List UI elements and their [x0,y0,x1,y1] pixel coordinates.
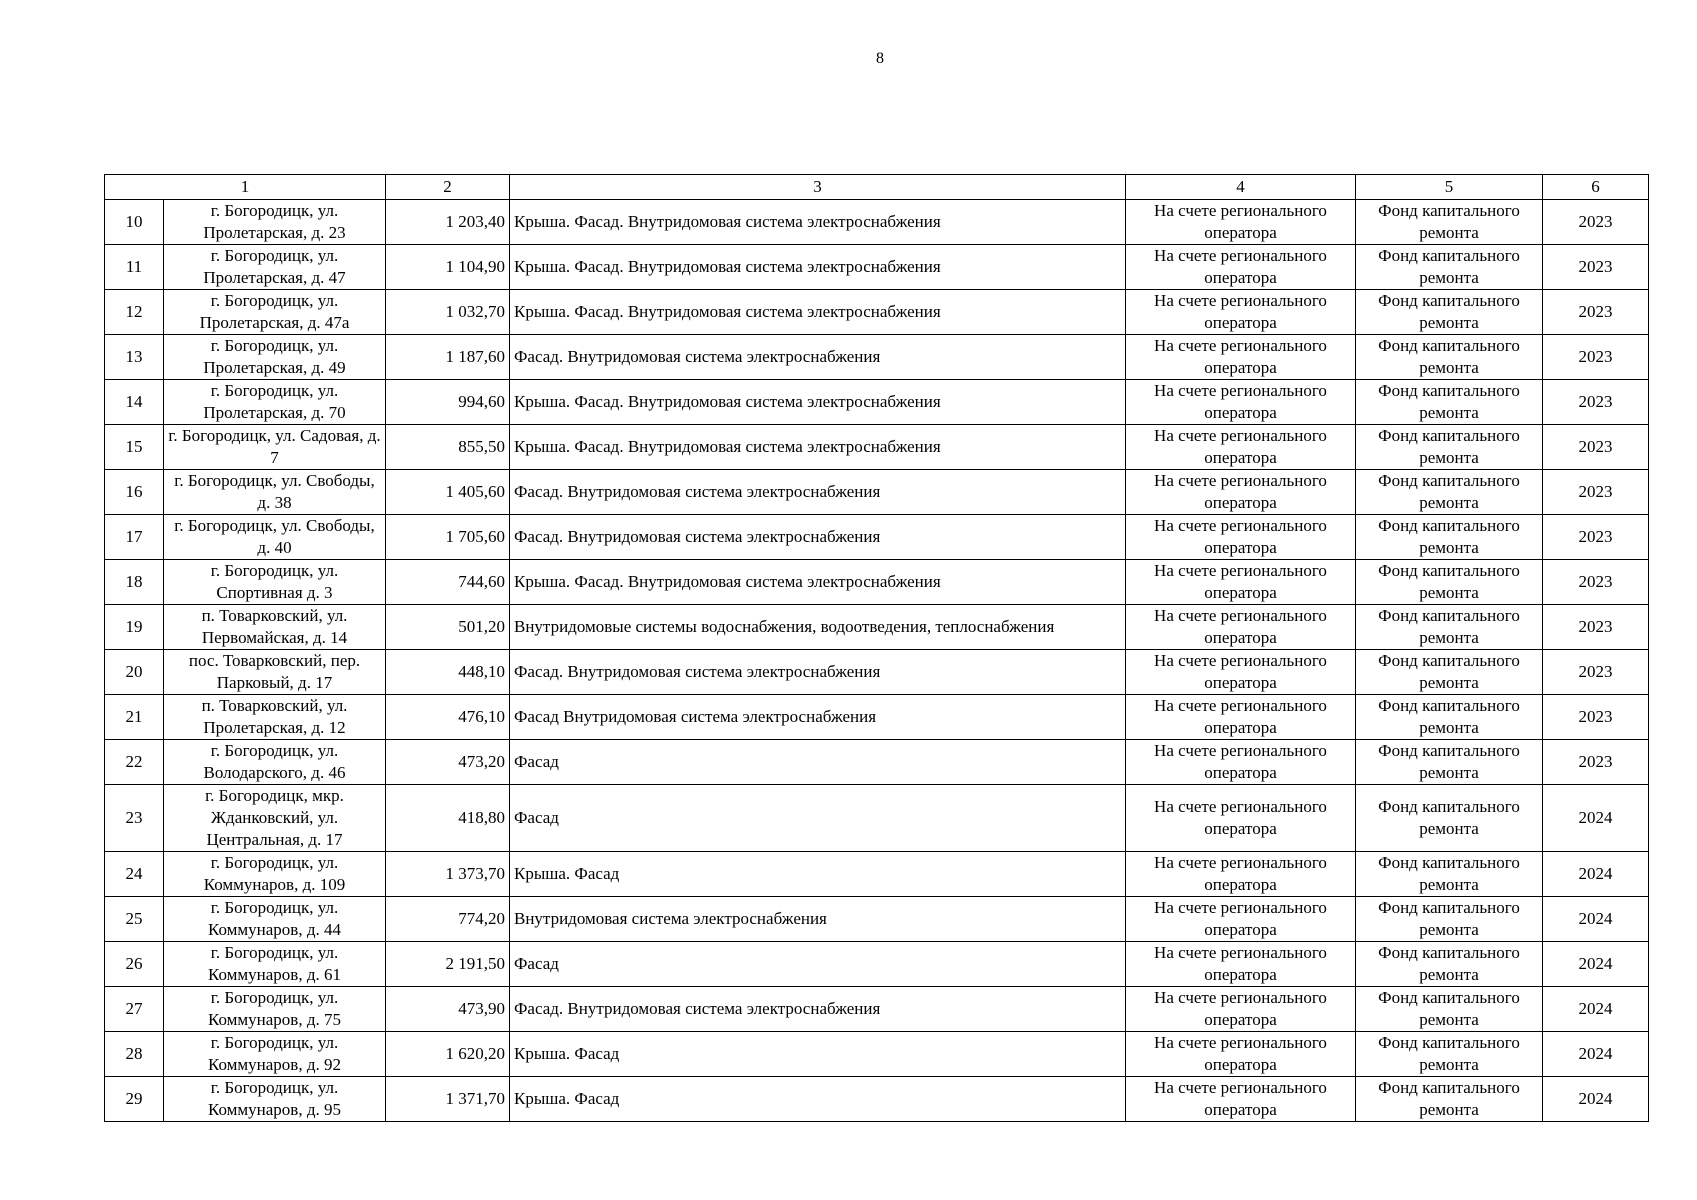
area-cell: 1 620,20 [386,1032,510,1077]
account-cell: На счете регионального оператора [1126,290,1356,335]
year-cell: 2023 [1543,560,1649,605]
works-cell: Фасад [510,785,1126,852]
funding-source-cell: Фонд капитального ремонта [1356,605,1543,650]
funding-source-cell: Фонд капитального ремонта [1356,1077,1543,1122]
works-cell: Крыша. Фасад. Внутридомовая система электроснабжения [510,425,1126,470]
header-cell: 2 [386,175,510,200]
row-number: 21 [105,695,164,740]
account-cell: На счете регионального оператора [1126,560,1356,605]
works-cell: Фасад Внутридомовая система электроснабжения [510,695,1126,740]
year-cell: 2023 [1543,245,1649,290]
address-cell: г. Богородицк, ул. Свободы, д. 40 [164,515,386,560]
account-cell: На счете регионального оператора [1126,650,1356,695]
funding-source-cell: Фонд капитального ремонта [1356,897,1543,942]
table-row [105,695,1649,740]
table-row [105,942,1649,987]
table-body [105,175,1649,1122]
year-cell: 2023 [1543,740,1649,785]
works-cell: Фасад [510,942,1126,987]
year-cell: 2023 [1543,515,1649,560]
address-cell: п. Товарковский, ул. Пролетарская, д. 12 [164,695,386,740]
table-header-row [105,175,1649,200]
account-cell: На счете регионального оператора [1126,1032,1356,1077]
table-row [105,852,1649,897]
year-cell: 2024 [1543,1077,1649,1122]
area-cell: 476,10 [386,695,510,740]
header-cell: 5 [1356,175,1543,200]
area-cell: 501,20 [386,605,510,650]
account-cell: На счете регионального оператора [1126,1077,1356,1122]
address-cell: г. Богородицк, ул. Свободы, д. 38 [164,470,386,515]
address-cell: г. Богородицк, ул. Коммунаров, д. 95 [164,1077,386,1122]
table-row [105,470,1649,515]
works-cell: Крыша. Фасад [510,852,1126,897]
row-number: 14 [105,380,164,425]
year-cell: 2023 [1543,470,1649,515]
funding-source-cell: Фонд капитального ремонта [1356,290,1543,335]
address-cell: п. Товарковский, ул. Первомайская, д. 14 [164,605,386,650]
account-cell: На счете регионального оператора [1126,425,1356,470]
address-cell: г. Богородицк, мкр. Жданковский, ул. Центральная, д. 17 [164,785,386,852]
funding-source-cell: Фонд капитального ремонта [1356,200,1543,245]
works-cell: Фасад [510,740,1126,785]
table-row [105,987,1649,1032]
table-row [105,740,1649,785]
works-cell: Крыша. Фасад [510,1032,1126,1077]
address-cell: г. Богородицк, ул. Коммунаров, д. 92 [164,1032,386,1077]
account-cell: На счете регионального оператора [1126,987,1356,1032]
row-number: 17 [105,515,164,560]
table-row [105,650,1649,695]
row-number: 28 [105,1032,164,1077]
table-row [105,335,1649,380]
funding-source-cell: Фонд капитального ремонта [1356,380,1543,425]
capital-repair-table [104,174,1649,1122]
works-cell: Фасад. Внутридомовая система электроснабжения [510,650,1126,695]
area-cell: 473,20 [386,740,510,785]
account-cell: На счете регионального оператора [1126,200,1356,245]
funding-source-cell: Фонд капитального ремонта [1356,560,1543,605]
year-cell: 2023 [1543,290,1649,335]
table-row [105,897,1649,942]
funding-source-cell: Фонд капитального ремонта [1356,740,1543,785]
works-cell: Внутридомовые системы водоснабжения, водоотведения, теплоснабжения [510,605,1126,650]
area-cell: 418,80 [386,785,510,852]
area-cell: 994,60 [386,380,510,425]
works-cell: Крыша. Фасад [510,1077,1126,1122]
area-cell: 1 187,60 [386,335,510,380]
works-cell: Фасад. Внутридомовая система электроснабжения [510,335,1126,380]
area-cell: 473,90 [386,987,510,1032]
account-cell: На счете регионального оператора [1126,695,1356,740]
year-cell: 2023 [1543,380,1649,425]
area-cell: 448,10 [386,650,510,695]
funding-source-cell: Фонд капитального ремонта [1356,515,1543,560]
address-cell: г. Богородицк, ул. Садовая, д. 7 [164,425,386,470]
year-cell: 2024 [1543,1032,1649,1077]
row-number: 20 [105,650,164,695]
address-cell: г. Богородицк, ул. Пролетарская, д. 47 [164,245,386,290]
row-number: 22 [105,740,164,785]
works-cell: Крыша. Фасад. Внутридомовая система электроснабжения [510,380,1126,425]
works-cell: Фасад. Внутридомовая система электроснабжения [510,987,1126,1032]
header-cell: 3 [510,175,1126,200]
area-cell: 1 203,40 [386,200,510,245]
area-cell: 1 405,60 [386,470,510,515]
header-cell: 1 [105,175,386,200]
account-cell: На счете регионального оператора [1126,380,1356,425]
account-cell: На счете регионального оператора [1126,605,1356,650]
header-cell: 6 [1543,175,1649,200]
table-row [105,1077,1649,1122]
funding-source-cell: Фонд капитального ремонта [1356,852,1543,897]
table-row [105,1032,1649,1077]
area-cell: 1 104,90 [386,245,510,290]
table-row [105,380,1649,425]
row-number: 12 [105,290,164,335]
funding-source-cell: Фонд капитального ремонта [1356,335,1543,380]
funding-source-cell: Фонд капитального ремонта [1356,695,1543,740]
address-cell: г. Богородицк, ул. Пролетарская, д. 47а [164,290,386,335]
row-number: 11 [105,245,164,290]
year-cell: 2024 [1543,852,1649,897]
table-row [105,200,1649,245]
account-cell: На счете регионального оператора [1126,740,1356,785]
area-cell: 1 373,70 [386,852,510,897]
page-number: 8 [876,50,884,67]
account-cell: На счете регионального оператора [1126,897,1356,942]
address-cell: г. Богородицк, ул. Коммунаров, д. 61 [164,942,386,987]
area-cell: 1 032,70 [386,290,510,335]
year-cell: 2024 [1543,897,1649,942]
account-cell: На счете регионального оператора [1126,942,1356,987]
table-row [105,785,1649,852]
account-cell: На счете регионального оператора [1126,335,1356,380]
table-row [105,290,1649,335]
funding-source-cell: Фонд капитального ремонта [1356,987,1543,1032]
area-cell: 855,50 [386,425,510,470]
row-number: 10 [105,200,164,245]
row-number: 27 [105,987,164,1032]
year-cell: 2023 [1543,695,1649,740]
year-cell: 2023 [1543,335,1649,380]
works-cell: Внутридомовая система электроснабжения [510,897,1126,942]
funding-source-cell: Фонд капитального ремонта [1356,470,1543,515]
funding-source-cell: Фонд капитального ремонта [1356,425,1543,470]
year-cell: 2023 [1543,650,1649,695]
address-cell: г. Богородицк, ул. Коммунаров, д. 109 [164,852,386,897]
row-number: 16 [105,470,164,515]
row-number: 26 [105,942,164,987]
area-cell: 744,60 [386,560,510,605]
area-cell: 774,20 [386,897,510,942]
year-cell: 2023 [1543,200,1649,245]
address-cell: г. Богородицк, ул. Спортивная д. 3 [164,560,386,605]
account-cell: На счете регионального оператора [1126,852,1356,897]
row-number: 23 [105,785,164,852]
row-number: 29 [105,1077,164,1122]
table-row [105,560,1649,605]
year-cell: 2023 [1543,605,1649,650]
table-row [105,515,1649,560]
address-cell: пос. Товарковский, пер. Парковый, д. 17 [164,650,386,695]
table-row [105,245,1649,290]
address-cell: г. Богородицк, ул. Пролетарская, д. 49 [164,335,386,380]
works-cell: Фасад. Внутридомовая система электроснабжения [510,515,1126,560]
row-number: 18 [105,560,164,605]
row-number: 19 [105,605,164,650]
account-cell: На счете регионального оператора [1126,245,1356,290]
funding-source-cell: Фонд капитального ремонта [1356,650,1543,695]
header-cell: 4 [1126,175,1356,200]
row-number: 24 [105,852,164,897]
account-cell: На счете регионального оператора [1126,470,1356,515]
account-cell: На счете регионального оператора [1126,785,1356,852]
address-cell: г. Богородицк, ул. Пролетарская, д. 70 [164,380,386,425]
address-cell: г. Богородицк, ул. Коммунаров, д. 75 [164,987,386,1032]
year-cell: 2023 [1543,425,1649,470]
year-cell: 2024 [1543,785,1649,852]
works-cell: Крыша. Фасад. Внутридомовая система электроснабжения [510,245,1126,290]
funding-source-cell: Фонд капитального ремонта [1356,245,1543,290]
row-number: 13 [105,335,164,380]
row-number: 25 [105,897,164,942]
year-cell: 2024 [1543,942,1649,987]
account-cell: На счете регионального оператора [1126,515,1356,560]
works-cell: Крыша. Фасад. Внутридомовая система электроснабжения [510,200,1126,245]
table-row [105,425,1649,470]
year-cell: 2024 [1543,987,1649,1032]
funding-source-cell: Фонд капитального ремонта [1356,942,1543,987]
works-cell: Крыша. Фасад. Внутридомовая система электроснабжения [510,290,1126,335]
funding-source-cell: Фонд капитального ремонта [1356,785,1543,852]
area-cell: 1 705,60 [386,515,510,560]
address-cell: г. Богородицк, ул. Володарского, д. 46 [164,740,386,785]
area-cell: 1 371,70 [386,1077,510,1122]
table-row [105,605,1649,650]
area-cell: 2 191,50 [386,942,510,987]
works-cell: Фасад. Внутридомовая система электроснабжения [510,470,1126,515]
address-cell: г. Богородицк, ул. Пролетарская, д. 23 [164,200,386,245]
address-cell: г. Богородицк, ул. Коммунаров, д. 44 [164,897,386,942]
works-cell: Крыша. Фасад. Внутридомовая система электроснабжения [510,560,1126,605]
row-number: 15 [105,425,164,470]
funding-source-cell: Фонд капитального ремонта [1356,1032,1543,1077]
